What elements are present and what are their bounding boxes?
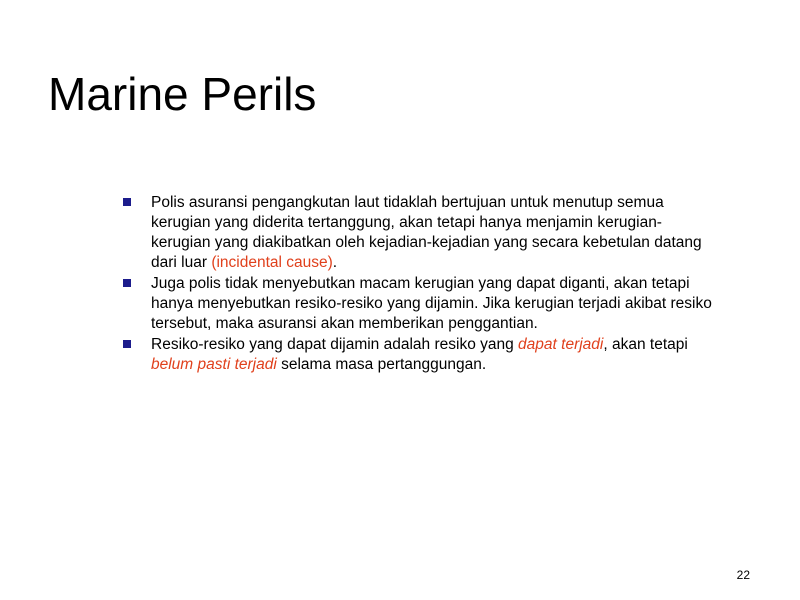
highlighted-term: (incidental cause) xyxy=(211,254,333,271)
slide-title: Marine Perils xyxy=(48,68,317,120)
bullet-text: , akan tetapi xyxy=(603,336,688,353)
bullet-text: Juga polis tidak menyebutkan macam kerugian yang dapat diganti, akan tetapi hanya menyebutkan resiko-resiko yang dijamin. Jika kerugian terjadi akibat resiko tersebut, maka asuransi akan memberikan penggantian. xyxy=(151,275,712,332)
bullet-item xyxy=(121,335,721,375)
bullet-text: Polis asuransi pengangkutan laut tidaklah bertujuan untuk menutup semua kerugian yang diderita tertanggung, akan tetapi hanya menjamin kerugian-kerugian yang diakibatkan oleh kejadian-kejadian yang secara kebetulan datang dari luar xyxy=(151,194,702,271)
square-bullet-icon xyxy=(123,198,131,206)
bullet-text: . xyxy=(332,254,338,271)
bullet-list xyxy=(121,193,721,376)
bullet-text: selama masa pertanggungan. xyxy=(276,356,487,373)
bullet-item xyxy=(121,274,721,334)
square-bullet-icon xyxy=(123,279,131,287)
highlighted-term: belum pasti terjadi xyxy=(151,356,277,373)
square-bullet-icon xyxy=(123,340,131,348)
bullet-item xyxy=(121,193,721,273)
slide-number: 22 xyxy=(736,568,750,582)
bullet-text: Resiko-resiko yang dapat dijamin adalah resiko yang xyxy=(151,336,519,353)
highlighted-term: dapat terjadi xyxy=(518,336,604,353)
